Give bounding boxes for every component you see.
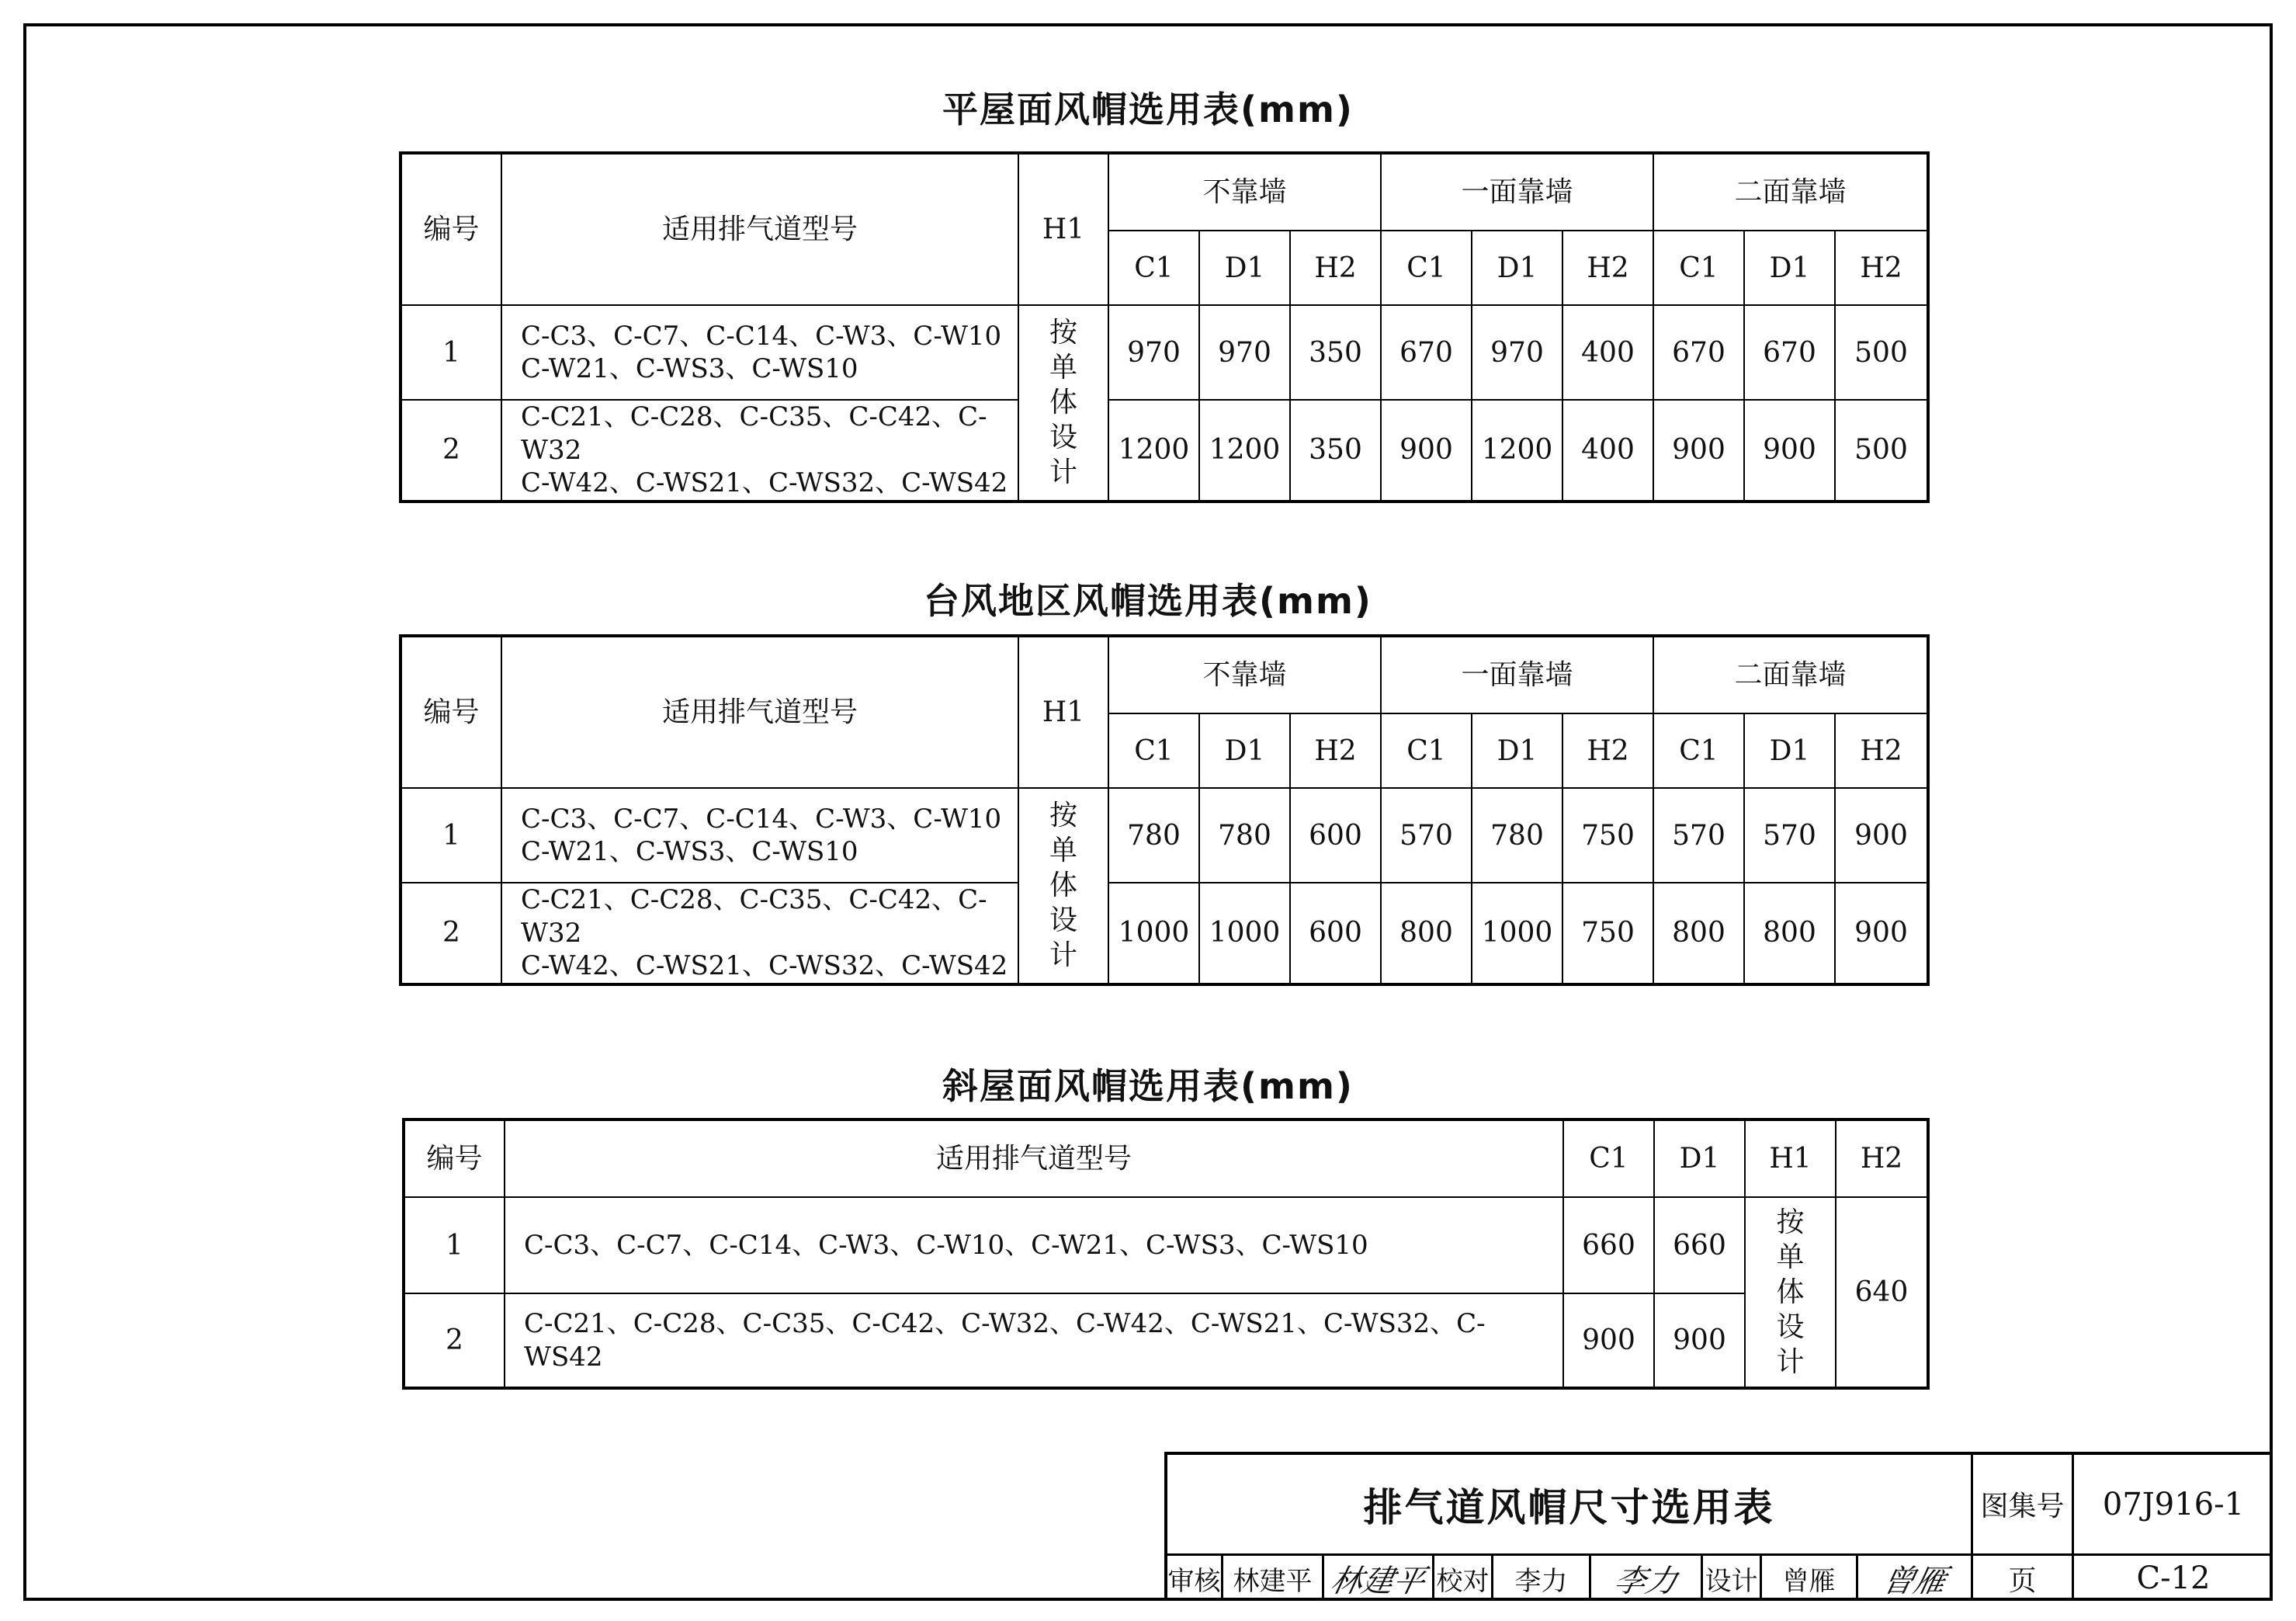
atlas-number: 07J916-1 (2074, 1455, 2273, 1556)
group-header: 不靠墙 (1108, 153, 1381, 231)
value-cell: 500 (1835, 400, 1928, 502)
value-cell: 780 (1199, 788, 1290, 883)
header-model: 适用排气道型号 (501, 636, 1018, 788)
value-cell: 750 (1562, 883, 1653, 984)
header-h2: H2 (1836, 1119, 1928, 1197)
row-no: 2 (401, 400, 501, 502)
value-cell: 400 (1562, 305, 1653, 400)
value-cell: 670 (1653, 305, 1744, 400)
reviewer-name: 林建平 (1223, 1556, 1324, 1601)
value-cell: 780 (1472, 788, 1562, 883)
value-cell: 900 (1835, 788, 1928, 883)
table-row (404, 1197, 1928, 1293)
value-cell: 570 (1744, 788, 1835, 883)
reviewer-signature: 林建平 (1324, 1556, 1434, 1601)
model-cell: C-C3、C-C7、C-C14、C-W3、C-W10、C-W21、C-WS3、C-WS10 (505, 1197, 1563, 1293)
row-no: 1 (404, 1197, 505, 1293)
model-cell: C-C21、C-C28、C-C35、C-C42、C-W32、C-W42、C-WS21、C-WS32、C-WS42 (505, 1293, 1563, 1388)
sub-header: D1 (1472, 231, 1562, 305)
table-row (404, 1293, 1928, 1388)
value-cell: 670 (1381, 305, 1472, 400)
value-cell: 660 (1654, 1197, 1745, 1293)
value-cell: 570 (1653, 788, 1744, 883)
value-cell: 350 (1290, 305, 1381, 400)
value-cell: 1200 (1108, 400, 1199, 502)
group-header: 二面靠墙 (1653, 153, 1928, 231)
sub-header: C1 (1381, 713, 1472, 788)
table1 (399, 151, 1930, 503)
value-cell: 970 (1108, 305, 1199, 400)
value-cell: 970 (1472, 305, 1562, 400)
designer-signature: 曾雁 (1858, 1556, 1973, 1601)
table-row (401, 788, 1928, 883)
sub-header: H2 (1835, 713, 1928, 788)
model-cell: C-C21、C-C28、C-C35、C-C42、C-W32 C-W42、C-WS21、C-WS32、C-WS42 (501, 883, 1018, 984)
header-h1: H1 (1018, 153, 1108, 305)
h1-note: 按 单 体 设 计 (1745, 1197, 1836, 1388)
value-cell: 900 (1744, 400, 1835, 502)
value-cell: 800 (1744, 883, 1835, 984)
value-cell: 570 (1381, 788, 1472, 883)
value-cell: 1200 (1472, 400, 1562, 502)
table-row (401, 305, 1928, 400)
header-no: 编号 (401, 153, 501, 305)
header-d1: D1 (1654, 1119, 1745, 1197)
value-cell: 1000 (1108, 883, 1199, 984)
value-cell: 900 (1381, 400, 1472, 502)
value-cell: 800 (1381, 883, 1472, 984)
row-no: 2 (404, 1293, 505, 1388)
sub-header: D1 (1199, 713, 1290, 788)
sub-header: H2 (1562, 713, 1653, 788)
page-number: C-12 (2136, 1560, 2211, 1596)
sub-header: C1 (1653, 231, 1744, 305)
table-row (401, 883, 1928, 984)
value-cell: 900 (1835, 883, 1928, 984)
value-cell: 780 (1108, 788, 1199, 883)
title-block (1164, 1452, 2273, 1601)
header-no: 编号 (404, 1119, 505, 1197)
sub-header: C1 (1108, 713, 1199, 788)
checker-signature: 李力 (1591, 1556, 1703, 1601)
header-model: 适用排气道型号 (505, 1119, 1563, 1197)
h2-value: 640 (1836, 1197, 1928, 1388)
sub-header: D1 (1744, 713, 1835, 788)
checker-name: 李力 (1493, 1556, 1591, 1601)
table2 (399, 634, 1930, 986)
sub-header: C1 (1653, 713, 1744, 788)
value-cell: 800 (1653, 883, 1744, 984)
value-cell: 350 (1290, 400, 1381, 502)
table1-title: 平屋面风帽选用表(mm) (942, 89, 1354, 130)
check-label: 校对 (1434, 1556, 1493, 1601)
h1-note: 按 单 体 设 计 (1018, 305, 1108, 502)
header-c1: C1 (1563, 1119, 1654, 1197)
value-cell: 400 (1562, 400, 1653, 502)
value-cell: 750 (1562, 788, 1653, 883)
header-no: 编号 (401, 636, 501, 788)
value-cell: 1000 (1199, 883, 1290, 984)
group-header: 不靠墙 (1108, 636, 1381, 713)
row-no: 2 (401, 883, 501, 984)
value-cell: 900 (1653, 400, 1744, 502)
sub-header: D1 (1199, 231, 1290, 305)
sub-header: H2 (1562, 231, 1653, 305)
value-cell: 970 (1199, 305, 1290, 400)
value-cell: 600 (1290, 883, 1381, 984)
group-header: 一面靠墙 (1381, 153, 1653, 231)
value-cell: 900 (1654, 1293, 1745, 1388)
header-model: 适用排气道型号 (501, 153, 1018, 305)
table2-title: 台风地区风帽选用表(mm) (924, 580, 1372, 622)
value-cell: 600 (1290, 788, 1381, 883)
sub-header: H2 (1290, 231, 1381, 305)
sub-header: D1 (1744, 231, 1835, 305)
value-cell: 500 (1835, 305, 1928, 400)
table-row (401, 400, 1928, 502)
value-cell: 1200 (1199, 400, 1290, 502)
designer-name: 曾雁 (1762, 1556, 1858, 1601)
table3-title: 斜屋面风帽选用表(mm) (942, 1065, 1354, 1107)
drawing-title: 排气道风帽尺寸选用表 (1167, 1455, 1973, 1556)
signature-row (1167, 1556, 1973, 1601)
header-h1: H1 (1018, 636, 1108, 788)
sub-header: C1 (1108, 231, 1199, 305)
sub-header: H2 (1290, 713, 1381, 788)
sub-header: H2 (1835, 231, 1928, 305)
design-label: 设计 (1703, 1556, 1762, 1601)
atlas-label: 图集号 (1973, 1455, 2074, 1556)
sub-header: D1 (1472, 713, 1562, 788)
page-label: 页 (1973, 1556, 2074, 1601)
model-cell: C-C21、C-C28、C-C35、C-C42、C-W32 C-W42、C-WS21、C-WS32、C-WS42 (501, 400, 1018, 502)
review-label: 审核 (1167, 1556, 1223, 1601)
value-cell: 660 (1563, 1197, 1654, 1293)
header-h1: H1 (1745, 1119, 1836, 1197)
value-cell: 1000 (1472, 883, 1562, 984)
row-no: 1 (401, 305, 501, 400)
model-cell: C-C3、C-C7、C-C14、C-W3、C-W10 C-W21、C-WS3、C-WS10 (501, 305, 1018, 400)
sub-header: C1 (1381, 231, 1472, 305)
group-header: 二面靠墙 (1653, 636, 1928, 713)
table3 (402, 1118, 1930, 1390)
value-cell: 670 (1744, 305, 1835, 400)
h1-note: 按 单 体 设 计 (1018, 788, 1108, 984)
value-cell: 900 (1563, 1293, 1654, 1388)
model-cell: C-C3、C-C7、C-C14、C-W3、C-W10 C-W21、C-WS3、C-WS10 (501, 788, 1018, 883)
row-no: 1 (401, 788, 501, 883)
group-header: 一面靠墙 (1381, 636, 1653, 713)
